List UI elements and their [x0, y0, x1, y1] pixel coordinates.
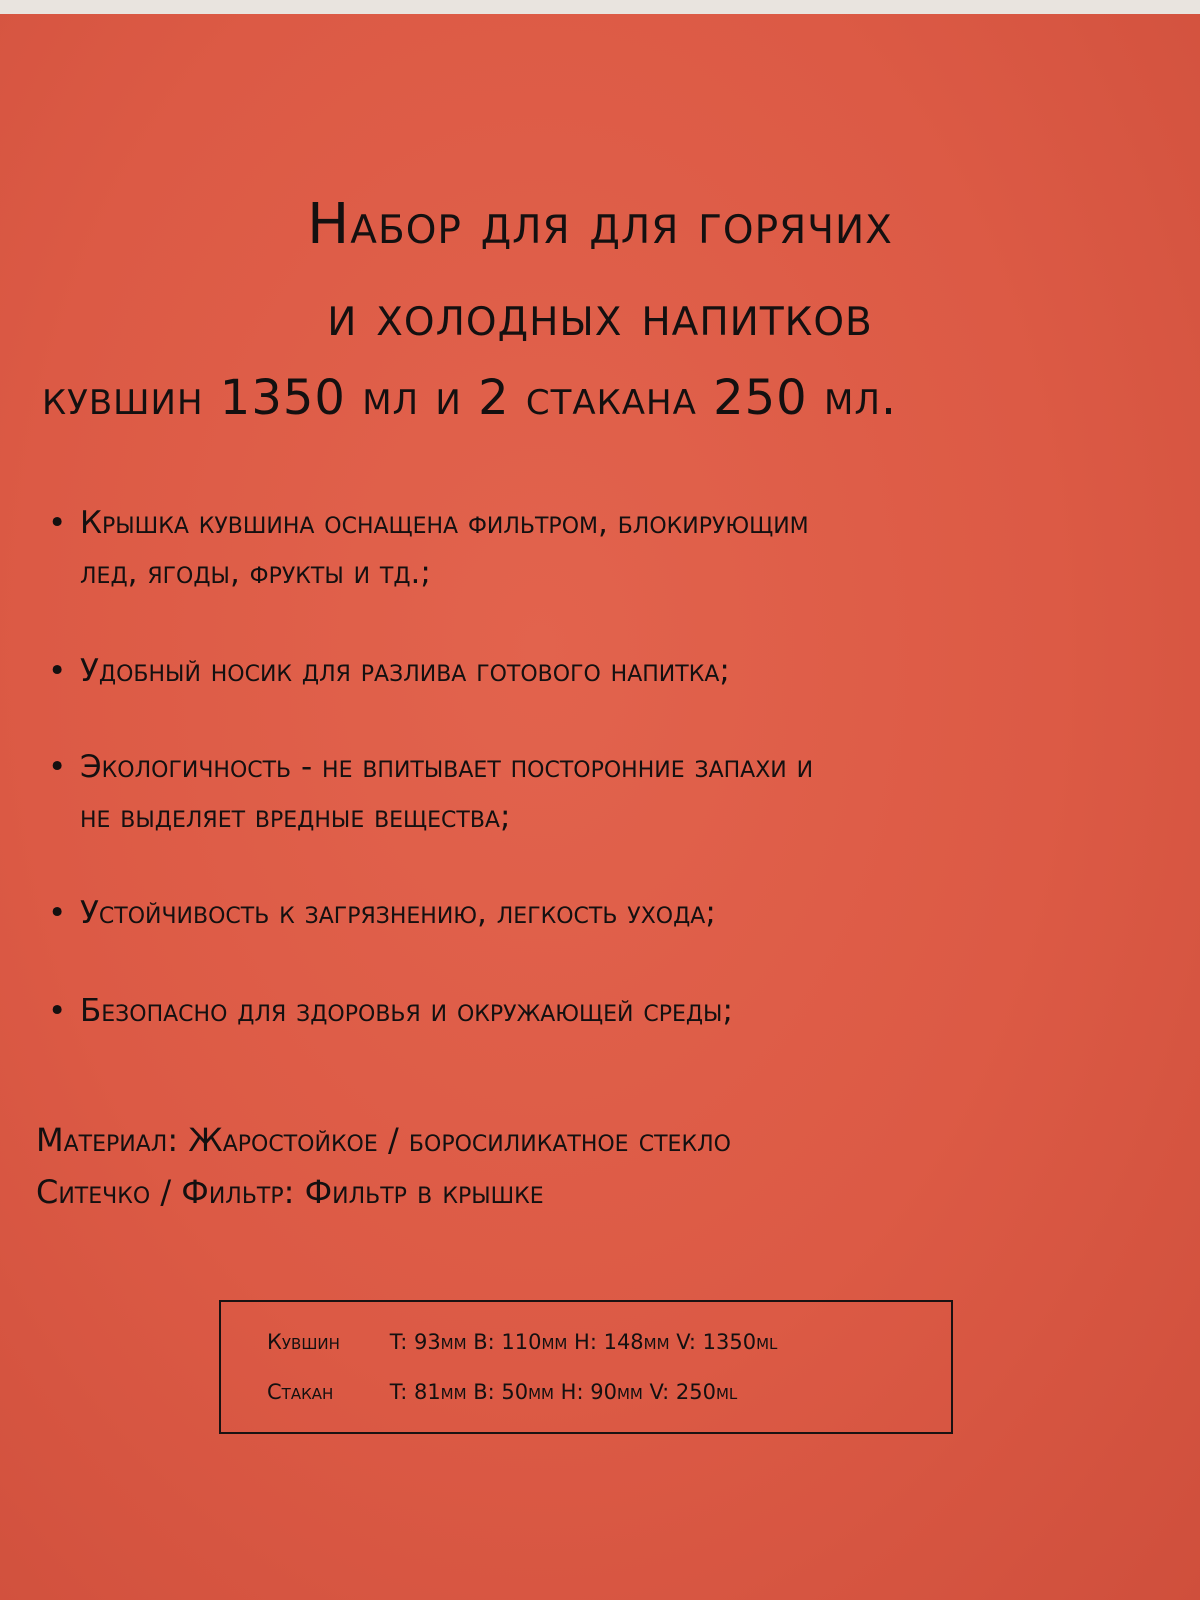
bullet-icon: • [48, 653, 67, 689]
feature-text: Экологичность - не впитывает посторонние запахи и [80, 749, 814, 785]
feature-text: не выделяет вредные вещества; [80, 799, 511, 835]
dimension-item-name: Кувшин [267, 1330, 340, 1354]
feature-item [48, 888, 716, 938]
material-spec: Материал: Жаростойкое / боросиликатное стекло [36, 1121, 731, 1159]
dimension-item-name: Стакан [267, 1380, 334, 1404]
feature-text: Безопасно для здоровья и окружающей среды; [80, 993, 733, 1029]
filter-spec: Ситечко / Фильтр: Фильтр в крышке [36, 1173, 544, 1211]
dimensions-box [219, 1300, 953, 1434]
bullet-icon: • [48, 895, 67, 931]
feature-text: Крышка кувшина оснащена фильтром, блокирующим [80, 505, 809, 541]
dimension-values: T: 81мм B: 50мм H: 90мм V: 250ml [389, 1380, 738, 1404]
feature-text: лед, ягоды, фрукты и тд.; [80, 555, 431, 591]
feature-item [48, 498, 809, 598]
bullet-icon: • [48, 749, 67, 785]
title-line-3: кувшин 1350 мл и 2 стакана 250 мл. [42, 370, 898, 426]
feature-text: Устойчивость к загрязнению, легкость ухода; [80, 895, 716, 931]
title-line-2: и холодных напитков [327, 284, 873, 349]
bullet-icon: • [48, 993, 67, 1029]
feature-item [48, 742, 813, 842]
dimension-row [267, 1330, 777, 1354]
bullet-icon: • [48, 505, 67, 541]
product-info-card [0, 14, 1200, 1600]
feature-item [48, 986, 733, 1036]
title-line-1: Набор для для горячих [307, 192, 893, 257]
feature-item [48, 646, 730, 696]
dimension-values: T: 93мм B: 110мм H: 148мм V: 1350ml [389, 1330, 778, 1354]
feature-text: Удобный носик для разлива готового напитка; [80, 653, 730, 689]
dimension-row [267, 1380, 737, 1404]
